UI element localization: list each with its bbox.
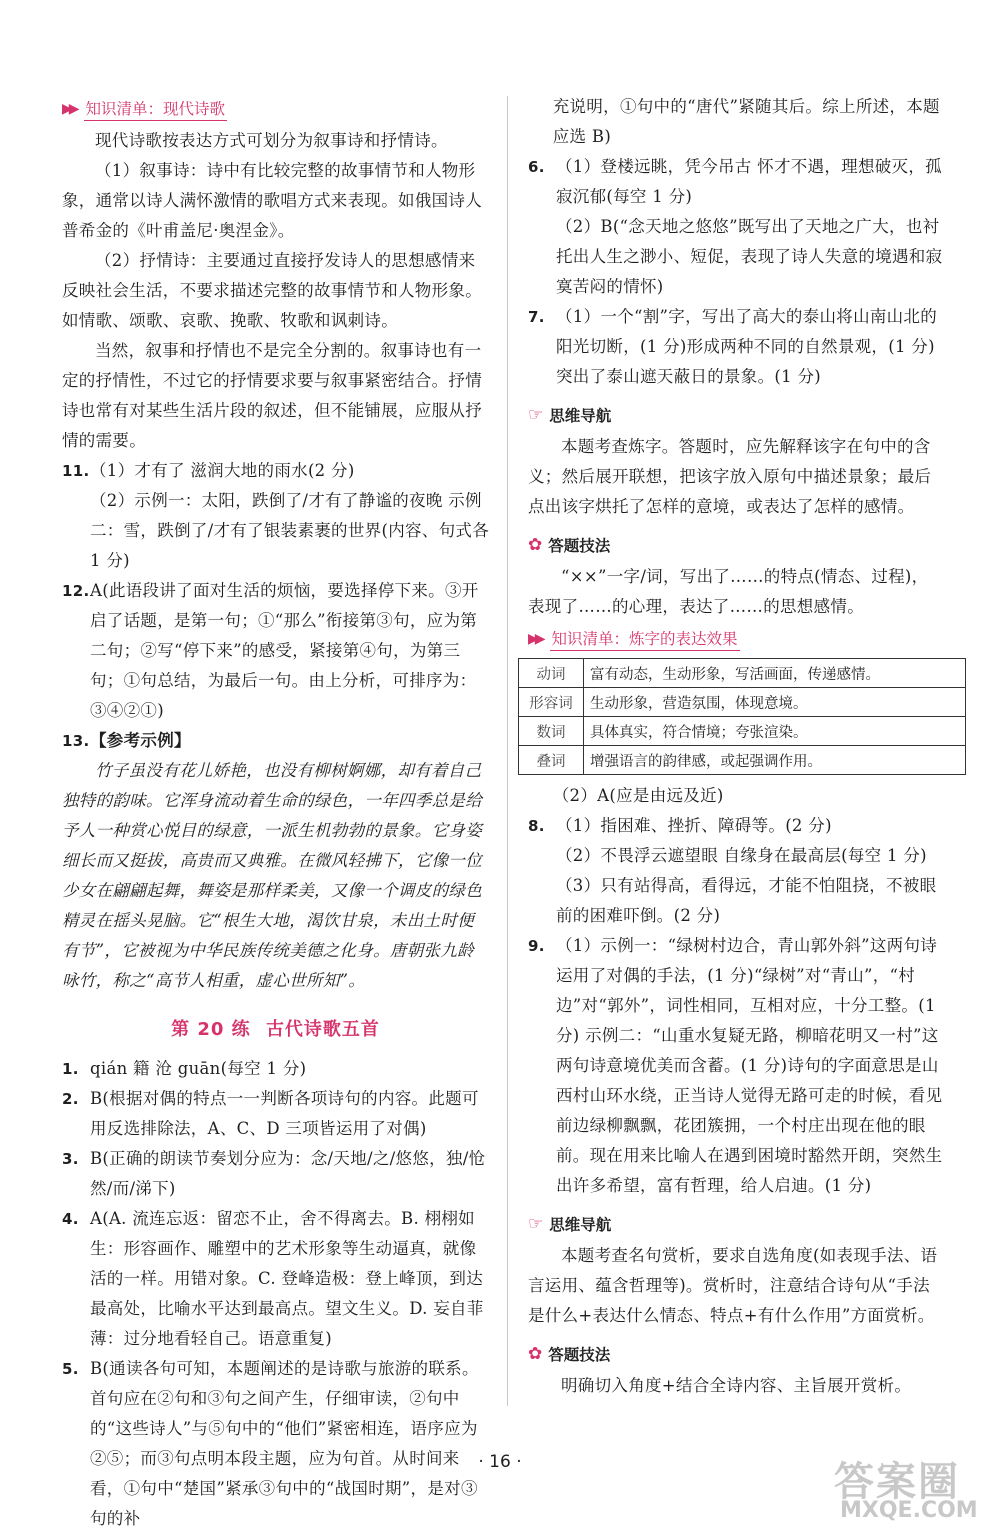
answer-line: （2）示例一：太阳，跌倒了/才有了静谧的夜晚 示例二：雪，跌倒了/才有了银装素裹的世界(内容、句式各1 分) [90,491,489,570]
table-cell-effect: 具体真实，符合情境；夸张渲染。 [584,717,966,746]
question-7 [528,302,943,392]
pointing-hand-icon: ☞ [528,405,544,425]
question-7-part-2: （2）A(应是由远及近) [552,786,724,805]
question-3 [62,1144,489,1204]
answer-line: （2）B(“念天地之悠悠”既写出了天地之广大，也衬托出人生之渺小、短促，表现了诗人失意的境遇和寂寞苦闷的情怀) [556,217,943,296]
question-number: 5. [62,1360,79,1378]
lesson-title [62,1010,489,1050]
answer-text: B(正确的朗读节奏划分应为：念/天地/之/悠悠，独/怆然/而/涕下) [90,1149,486,1198]
thinking-guide-text: 本题考查名句赏析，要求自选角度(如表现手法、语言运用、蕴含哲理等)。赏析时，注意结合诗句从“手法是什么+表达什么情态、特点+有什么作用”方面赏析。 [528,1246,938,1325]
answer-line: （1）才有了 滋润大地的雨水(2 分) [90,461,355,480]
lesson-name: 古代诗歌五首 [265,1019,380,1040]
answer-line: （1）登楼远眺，凭今吊古 怀才不遇，理想破灭，孤寂沉郁(每空 1 分) [556,157,942,206]
answer-text: A(A. 流连忘返：留恋不止，舍不得离去。B. 栩栩如生：形容画作、雕塑中的艺术形象等生动逼真，就像活的一样。用错对象。C. 登峰造极：登上峰顶，到达最高处，比喻水平达到最高点。望文生义。D. 妄自菲薄：过分地看轻自己。语意重复) [90,1209,484,1348]
flower-icon: ✿ [528,535,543,555]
question-number: 7. [528,308,545,326]
page-number: · 16 · [478,1452,522,1472]
flower-icon: ✿ [528,1344,543,1364]
bamboo-essay: 竹子虽没有花儿娇艳，也没有柳树婀娜，却有着自己独特的韵味。它浑身流动着生命的绿色，一年四季总是给予人一种赏心悦目的绿意，一派生机勃勃的景象。它身姿细长而又挺拔，高贵而又典雅。在微风轻拂下，它像一位少女在翩翩起舞，舞姿是那样柔美，又像一个调皮的绿色精灵在摇头晃脑。它“根生大地，渴饮甘泉，未出土时便有节”，它被视为中华民族传统美德之化身。唐朝张九龄咏竹，称之“高节人相重，虚心世所知”。 [62,761,482,990]
answer-text: A(此语段讲了面对生活的烦恼，要选择停下来。③开启了话题，是第一句；①“那么”衔接第③句，应为第二句；②写“停下来”的感受，紧接第④句，为第三句；①句总结，为最后一句。由上分析，可排序为：③④②①) [90,581,479,720]
section-header-word-refining [528,624,943,654]
right-column [528,92,943,1401]
reference-example-heading: 【参考示例】 [90,731,191,750]
watermark-text: 答案圈 [834,1459,960,1505]
table-cell-type: 数词 [519,717,584,746]
thinking-guide-header [528,1207,943,1241]
section-title: 知识清单：现代诗歌 [84,98,228,121]
answer-line: （3）只有站得高，看得远，才能不怕阻挠，不被眼前的困难吓倒。(2 分) [556,876,937,925]
table-cell-type: 动词 [519,659,584,688]
answer-technique-header [528,528,943,562]
table-row [519,659,966,688]
left-column [62,92,489,1534]
section-header-modern-poetry [62,94,489,124]
site-watermark [830,1448,990,1524]
watermark-url: MXQE.COM [840,1498,978,1523]
narrative-poetry-paragraph: （1）叙事诗：诗中有比较完整的故事情节和人物形象，通常以诗人满怀激情的歌唱方式来表现。如俄国诗人普希金的《叶甫盖尼·奥涅金》。 [62,161,482,240]
question-6 [528,152,943,302]
question-2 [62,1084,489,1144]
double-arrow-icon: ▶▶ [62,101,76,117]
answer-text: （1）示例一：“绿树村边合，青山郭外斜”这两句诗运用了对偶的手法，(1 分)“绿树”对“青山”，“村边”对“郭外”，词性相同，互相对应，十分工整。(1 分) 示例二：“山重水复疑无路，柳暗花明又一村”这两句诗意境优美而含蓄。(1 分)诗句的字面意思是山西村山环水绕，正当诗人觉得无路可走的时候，看见前边绿柳飘飘，花团簇拥，一个村庄出现在他的眼前。现在用来比喻人在遇到困境时豁然开朗，突然生出许多希望，富有哲理，给人启迪。(1 分) [556,936,943,1195]
lyric-poetry-paragraph: （2）抒情诗：主要通过直接抒发诗人的思想感情来反映社会生活，不要求描述完整的故事情节和人物形象。如情歌、颂歌、哀歌、挽歌、牧歌和讽刺诗。 [62,251,482,330]
question-11 [62,456,489,576]
question-number: 4. [62,1210,79,1228]
answer-text: B(根据对偶的特点一一判断各项诗句的内容。此题可用反选排除法，A、C、D 三项皆运用了对偶) [90,1089,479,1138]
question-number: 12. [62,582,90,600]
question-8 [528,811,943,931]
question-number: 13. [62,732,90,750]
table-row [519,746,966,775]
intro-paragraph: 现代诗歌按表达方式可划分为叙事诗和抒情诗。 [95,131,448,150]
answer-technique-header [528,1337,943,1371]
side-title: 答题技法 [548,537,611,555]
table-cell-effect: 增强语言的韵律感，或起强调作用。 [584,746,966,775]
question-number: 2. [62,1090,79,1108]
question-12 [62,576,489,726]
table-cell-type: 形容词 [519,688,584,717]
answer-line: （2）不畏浮云遮望眼 自缘身在最高层(每空 1 分) [556,846,927,865]
answer-line: （1）指困难、挫折、障碍等。(2 分) [556,816,832,835]
lesson-number: 第 20 练 [171,1019,251,1040]
thinking-guide-text: 本题考查炼字。答题时，应先解释该字在句中的含义；然后展开联想，把该字放入原句中描述景象；最后点出该字烘托了怎样的意境，或表达了怎样的感情。 [528,437,932,516]
thinking-guide-header [528,398,943,432]
side-title: 思维导航 [549,407,612,425]
question-number: 6. [528,158,545,176]
table-row [519,717,966,746]
answer-text: qián 籍 沧 guān(每空 1 分) [90,1059,307,1078]
question-number: 11. [62,462,90,480]
section-title: 知识清单：炼字的表达效果 [550,628,740,651]
question-1 [62,1054,489,1084]
answer-text: B(通读各句可知，本题阐述的是诗歌与旅游的联系。首句应在②句和③句之间产生，仔细审读，②句中的“这些诗人”与⑤句中的“他们”紧密相连，语序应为②⑤；而③句点明本段主题，应为句首。从时间来看，①句中“楚国”紧承③句中的“战国时期”，是对③句的补 [90,1359,479,1528]
question-9 [528,931,943,1201]
question-5-continued: 充说明，①句中的“唐代”紧随其后。综上所述，本题应选 B) [552,97,940,146]
question-number: 3. [62,1150,79,1168]
question-number: 8. [528,817,545,835]
double-arrow-icon: ▶▶ [528,631,542,647]
question-number: 1. [62,1060,79,1078]
question-4 [62,1204,489,1354]
answer-text: （1）一个“割”字，写出了高大的泰山将山南山北的阳光切断，(1 分)形成两种不同的自然景观，(1 分)突出了泰山遮天蔽日的景象。(1 分) [556,307,938,386]
table-cell-effect: 生动形象，营造氛围，体现意境。 [584,688,966,717]
column-divider [507,96,508,1406]
table-row [519,688,966,717]
question-number: 9. [528,937,545,955]
word-refining-table [518,658,966,775]
summary-paragraph: 当然，叙事和抒情也不是完全分割的。叙事诗也有一定的抒情性，不过它的抒情要求要与叙事紧密结合。抒情诗也常有对某些生活片段的叙述，但不能铺展，应服从抒情的需要。 [62,341,482,450]
table-cell-effect: 富有动态，生动形象，写活画面，传递感情。 [584,659,966,688]
side-title: 答题技法 [548,1346,611,1364]
pointing-hand-icon: ☞ [528,1214,544,1234]
question-13 [62,726,489,756]
side-title: 思维导航 [549,1216,612,1234]
table-cell-type: 叠词 [519,746,584,775]
question-5 [62,1354,489,1534]
answer-technique-text: “××”一字/词，写出了……的特点(情态、过程)，表现了……的心理，表达了……的思想感情。 [528,567,929,616]
answer-technique-text: 明确切入角度+结合全诗内容、主旨展开赏析。 [561,1376,912,1395]
